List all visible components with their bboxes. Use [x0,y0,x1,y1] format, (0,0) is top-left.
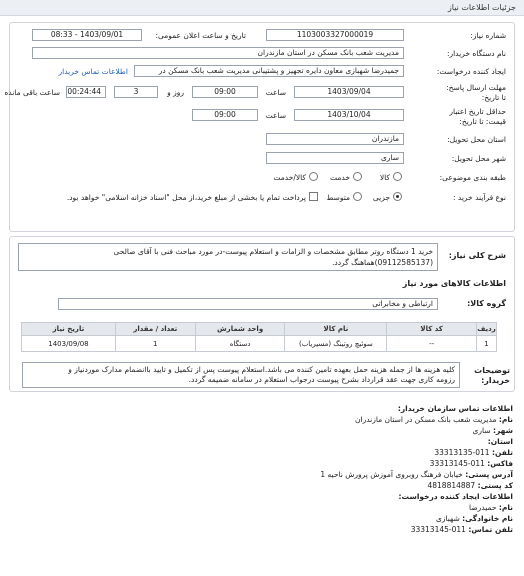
org-fax-label: فاکس: [487,459,513,468]
city-field[interactable]: ساری [266,152,404,164]
process-label: نوع فرآیند خرید : [452,193,506,202]
category-service-radio[interactable] [353,172,362,181]
payment-note: پرداخت تمام یا بخشی از مبلغ خرید،از محل "اسناد خزانه اسلامی" خواهد بود. [66,193,306,202]
deadline-time-label: ساعت [265,88,286,97]
category-goods-label: کالا [379,173,390,182]
need-number-label: شماره نیاز: [470,31,506,40]
process-medium-radio[interactable] [353,192,362,201]
cell-row: 1 [477,336,497,352]
remaining-time-field[interactable]: 00:24:44 [66,86,106,98]
city-label: شهر محل تحویل: [451,154,506,163]
page-title: جزئیات اطلاعات نیاز [447,3,516,12]
goods-table-header [22,323,497,336]
org-phone-line [434,448,513,457]
col-date-header: تاریخ نیاز [22,323,116,336]
process-minor-label: جزیی [372,193,390,202]
buyer-notes-label: توضیحات خریدار: [474,366,510,385]
org-name-label: نام: [498,415,513,424]
buyer-org-label: نام دستگاه خریدار: [446,49,506,58]
col-row-header: ردیف [477,323,497,336]
validity-time-field[interactable]: 09:00 [192,109,258,121]
creator-phone-value: 011-33313145 [410,525,466,534]
creator-name-label: نام: [498,503,513,512]
category-label: طبقه بندی موضوعی: [439,173,506,182]
province-label: استان محل تحویل: [447,135,506,144]
category-goods-radio[interactable] [393,172,402,181]
goods-group-label: گروه کالا: [467,299,506,308]
cell-date: 1403/09/08 [22,336,116,352]
creator-family-line [436,514,513,523]
category-goods-service-radio[interactable] [309,172,318,181]
org-name-value: مدیریت شعب بانک مسکن در استان مازندران [354,415,497,424]
creator-name-line [469,503,513,512]
col-code-header: کد کالا [387,323,477,336]
org-address-label: آدرس پستی: [465,470,513,479]
org-phone-label: تلفن: [491,448,513,457]
org-postal-line [427,481,513,490]
buyer-contact-link[interactable]: اطلاعات تماس خریدار [58,67,128,76]
announce-date-label: تاریخ و ساعت اعلان عمومی: [155,31,246,40]
org-phone-value: 011-33313135 [434,448,490,457]
buyer-org-field[interactable]: مدیریت شعب بانک مسکن در استان مازندران [32,47,404,59]
goods-group-field[interactable]: ارتباطی و مخابراتی [58,298,438,310]
cell-qty: 1 [115,336,195,352]
org-postal-label: کد پستی: [477,481,513,490]
creator-family-value: شهبازی [435,514,460,523]
org-address-value: خیابان فرهنگ روبروی آموزش پرورش ناحیه 1 [320,470,463,479]
need-number-field[interactable]: 1103003327000019 [266,29,404,41]
col-unit-header: واحد شمارش [195,323,285,336]
org-fax-line [430,459,513,468]
creator-phone-line [411,525,513,534]
org-postal-value: 4818814887 [427,481,476,490]
creator-name-value: حمیدرضا [469,503,497,512]
treasury-checkbox[interactable] [309,192,318,201]
category-goods-service-label: کالا/خدمت [273,173,306,182]
province-field[interactable]: مازندران [266,133,404,145]
validity-sub-label: قیمت: تا تاریخ: [459,117,506,126]
org-fax-value: 011-33313145 [429,459,485,468]
remaining-time-label: ساعت باقی مانده [4,88,60,97]
table-row [22,336,497,352]
org-province-line [488,437,513,446]
org-city-value: ساری [472,426,491,435]
org-address-line [320,470,513,479]
need-summary-panel [4,22,515,232]
org-contact-title-text: اطلاعات تماس سازمان خریدار: [397,404,513,413]
summary-text [18,243,438,271]
validity-time-label: ساعت [265,111,286,120]
creator-contact-title-text: اطلاعات ایجاد کننده درخواست: [398,492,513,501]
summary-label: شرح کلی نیاز: [448,251,506,260]
deadline-label: مهلت ارسال پاسخ: [446,83,506,92]
days-label: روز و [167,88,184,97]
process-medium-label: متوسط [326,193,350,202]
creator-family-label: نام خانوادگی: [462,514,513,523]
buyer-notes-line-1: کلیه هزینه ها از جمله هزینه حمل بعهده تامین کننده می باشد.استعلام پیوست پس از تکمیل و تایید باانضمام مدارک موردنیاز و [68,365,455,374]
creator-phone-label: تلفن تماس: [468,525,513,534]
deadline-sub-label: تا تاریخ: [481,93,506,102]
org-name-line [355,415,513,424]
summary-line-1: خرید 1 دستگاه روتر مطابق مشخصات و الزامات و استعلام پیوست-در مورد مباحث فنی با آقای صالحی [113,247,433,256]
deadline-time-field[interactable]: 09:00 [192,86,258,98]
org-contact-title [398,404,513,413]
page-header [0,0,524,16]
creator-label: ایجاد کننده درخواست: [436,67,506,76]
org-province-label: استان: [487,437,513,446]
buyer-notes-text [22,362,460,388]
cell-unit: دستگاه [195,336,285,352]
cell-code: -- [387,336,477,352]
creator-contact-title [399,492,514,501]
process-minor-radio[interactable] [393,192,402,201]
announce-date-field[interactable]: 1403/09/01 - 08:33 [32,29,142,41]
goods-info-title: اطلاعات کالاهای مورد نیاز [402,279,506,288]
validity-label: حداقل تاریخ اعتبار [449,107,506,116]
col-qty-header: تعداد / مقدار [115,323,195,336]
days-field[interactable]: 3 [114,86,158,98]
deadline-date-field[interactable]: 1403/09/04 [294,86,404,98]
org-city-line [473,426,513,435]
creator-field[interactable]: جمیدرضا شهبازی معاون دایره تجهیز و پشتیبانی مدیریت شعب بانک مسکن در [134,65,404,77]
category-service-label: خدمت [330,173,350,182]
goods-table [21,322,497,352]
org-city-label: شهر: [493,426,513,435]
summary-line-2: (09112585137)هماهنگ گردد. [331,258,433,267]
validity-date-field[interactable]: 1403/10/04 [294,109,404,121]
buyer-notes-line-2: رزومه کاری جهت عقد قرارداد بشرح پیوست درجواب استعلام در سامانه ضمیمه گردد. [188,375,455,384]
contact-section [9,404,515,572]
col-name-header: نام کالا [285,323,387,336]
cell-name: سوئیچ روتینگ (مسیریاب) [285,336,387,352]
